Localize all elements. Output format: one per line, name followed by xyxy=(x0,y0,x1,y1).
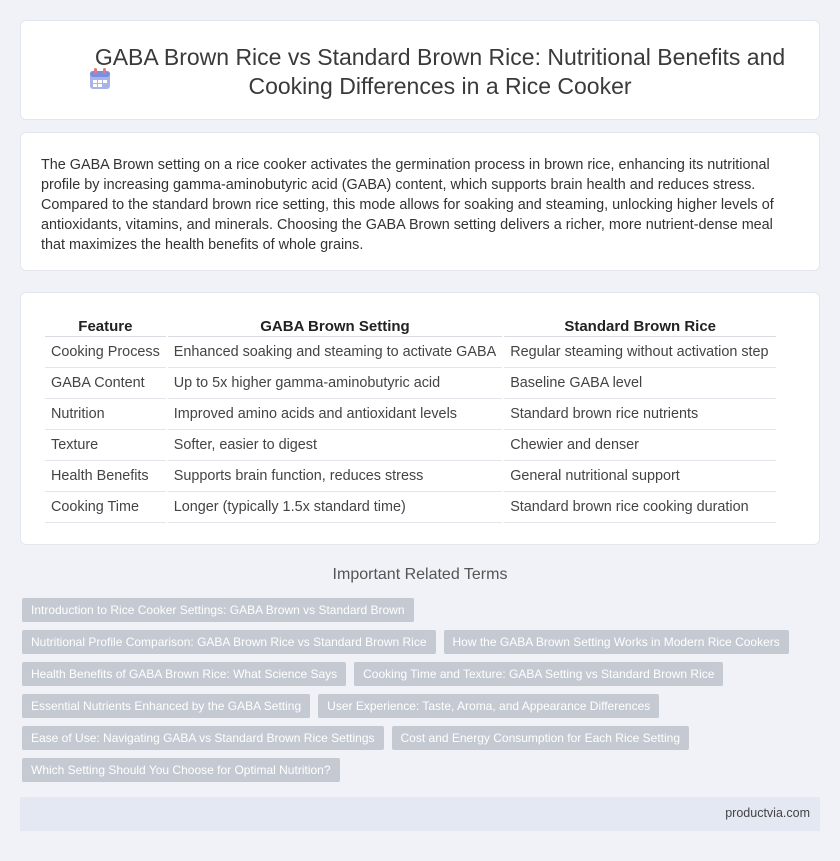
table-cell: Improved amino acids and antioxidant levels xyxy=(168,399,502,430)
intro-paragraph: The GABA Brown setting on a rice cooker activates the germination process in brown rice, enhancing its nutritional profile by increasing gamma-aminobutyric acid (GABA) content, which supports brain health and reduces stress. Compared to the standard brown rice setting, this mode allows for soaking and steaming, unlocking higher levels of antioxidants, vitamins, and minerals. Choosing the GABA Brown setting delivers a richer, more nutrient-dense meal that maximizes the health benefits of whole grains. xyxy=(41,157,774,253)
table-cell: Standard brown rice nutrients xyxy=(504,399,776,430)
related-tag[interactable]: User Experience: Taste, Aroma, and Appearance Differences xyxy=(318,694,659,718)
table-header-row xyxy=(45,315,776,337)
related-tag[interactable]: Which Setting Should You Choose for Optimal Nutrition? xyxy=(22,758,340,782)
table-cell: Supports brain function, reduces stress xyxy=(168,461,502,492)
header-feature: Feature xyxy=(45,315,166,337)
table-cell: Enhanced soaking and steaming to activate GABA xyxy=(168,337,502,368)
table-cell: Chewier and denser xyxy=(504,430,776,461)
title-card xyxy=(20,20,820,120)
table-cell: GABA Content xyxy=(45,368,166,399)
table-cell: Texture xyxy=(45,430,166,461)
page-title: GABA Brown Rice vs Standard Brown Rice: Nutritional Benefits and Cooking Differences in a Rice Cooker xyxy=(94,44,786,99)
table-cell: Health Benefits xyxy=(45,461,166,492)
comparison-table-card xyxy=(20,292,820,545)
table-cell: Longer (typically 1.5x standard time) xyxy=(168,492,502,523)
intro-card xyxy=(20,132,820,271)
table-row xyxy=(45,368,776,399)
header-standard: Standard Brown Rice xyxy=(504,315,776,337)
table-cell: Baseline GABA level xyxy=(504,368,776,399)
footer-site-link[interactable]: productvia.com xyxy=(725,806,810,820)
related-tag[interactable]: Ease of Use: Navigating GABA vs Standard Brown Rice Settings xyxy=(22,726,384,750)
related-tag[interactable]: Cost and Energy Consumption for Each Rice Setting xyxy=(392,726,689,750)
table-cell: General nutritional support xyxy=(504,461,776,492)
table-cell: Cooking Process xyxy=(45,337,166,368)
related-tag[interactable]: Cooking Time and Texture: GABA Setting vs Standard Brown Rice xyxy=(354,662,723,686)
footer xyxy=(20,797,820,831)
table-cell: Up to 5x higher gamma-aminobutyric acid xyxy=(168,368,502,399)
table-cell: Standard brown rice cooking duration xyxy=(504,492,776,523)
table-cell: Nutrition xyxy=(45,399,166,430)
related-terms-title: Important Related Terms xyxy=(332,566,508,583)
table-cell: Softer, easier to digest xyxy=(168,430,502,461)
related-terms-list xyxy=(22,598,812,790)
table-cell: Cooking Time xyxy=(45,492,166,523)
related-tag[interactable]: Essential Nutrients Enhanced by the GABA Setting xyxy=(22,694,310,718)
related-tag[interactable]: How the GABA Brown Setting Works in Modern Rice Cookers xyxy=(444,630,789,654)
table-row xyxy=(45,492,776,523)
related-tag[interactable]: Introduction to Rice Cooker Settings: GABA Brown vs Standard Brown xyxy=(22,598,414,622)
table-cell: Regular steaming without activation step xyxy=(504,337,776,368)
comparison-table xyxy=(43,315,778,523)
table-row xyxy=(45,337,776,368)
header-gaba: GABA Brown Setting xyxy=(168,315,502,337)
related-tag[interactable]: Health Benefits of GABA Brown Rice: What Science Says xyxy=(22,662,346,686)
table-row xyxy=(45,430,776,461)
table-row xyxy=(45,461,776,492)
table-row xyxy=(45,399,776,430)
related-tag[interactable]: Nutritional Profile Comparison: GABA Brown Rice vs Standard Brown Rice xyxy=(22,630,436,654)
